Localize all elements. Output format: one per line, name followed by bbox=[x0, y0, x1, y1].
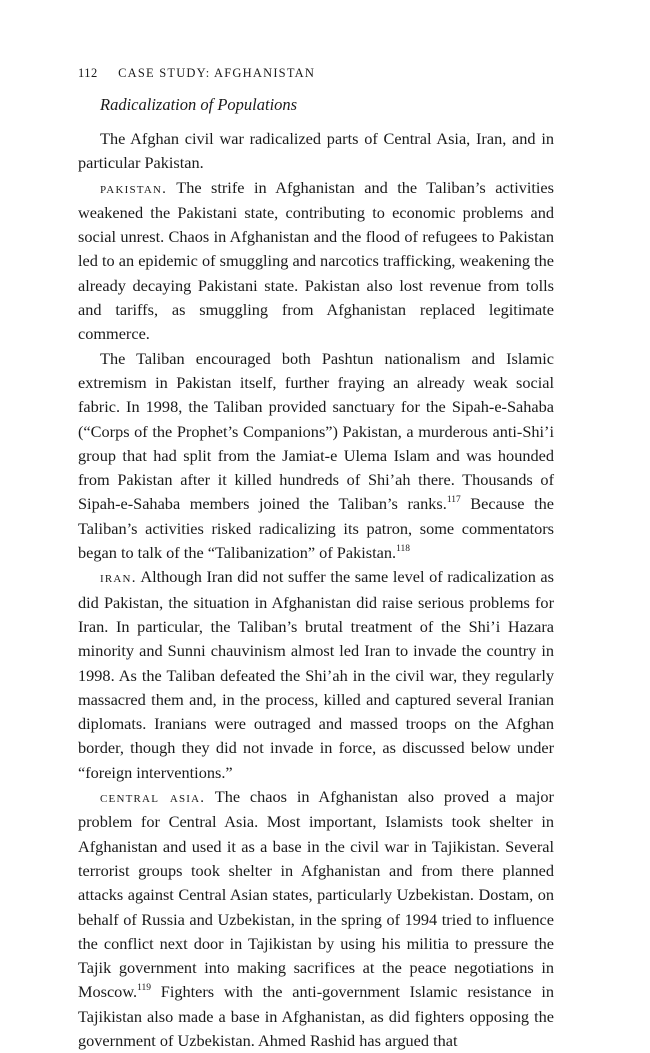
paragraph-pakistan bbox=[78, 176, 554, 347]
footnote-ref-117: 117 bbox=[446, 495, 461, 506]
footnote-ref-119: 119 bbox=[137, 983, 151, 994]
paragraph-iran bbox=[78, 565, 554, 785]
paragraph-intro-text: The Afghan civil war radicalized parts of Central Asia, Iran, and in particular Pakistan. bbox=[78, 129, 554, 173]
book-page bbox=[78, 66, 554, 1053]
running-title: CASE STUDY: AFGHANISTAN bbox=[118, 66, 316, 80]
running-head bbox=[78, 66, 554, 81]
paragraph-talibanization bbox=[78, 347, 554, 566]
page-number: 112 bbox=[78, 66, 98, 80]
run-in-head-pakistan: pakistan. bbox=[100, 180, 168, 197]
paragraph-talibanization-text-b: Because the Taliban’s activities risked radicalizing its patron, some commentators began to talk of the “Talibanization” of Pakistan. bbox=[78, 494, 555, 563]
paragraph-central-asia bbox=[78, 785, 554, 1053]
section-heading: Radicalization of Populations bbox=[100, 95, 298, 114]
run-in-head-iran: iran. bbox=[100, 570, 137, 587]
paragraph-intro bbox=[78, 127, 554, 176]
paragraph-iran-text: Although Iran did not suffer the same level of radicalization as did Pakistan, the situation in Afghanistan did raise serious problems for Iran. In particular, the Taliban’s brutal treatment of the Shi’i Hazara minority and Sunni chauvinism almost led Iran to invade the country in 1998. As the Taliban defeated the Shi’ah in the civil war, they regularly massacred them and, in the process, killed and captured several Iranian diplomats. Iranians were outraged and massed troops on the Afghan border, though they did not invade in force, as discussed below under “foreign interventions.” bbox=[78, 567, 554, 782]
paragraph-central-asia-text-b: Fighters with the anti-government Islamic resistance in Tajikistan also made a base in Afghanistan, as did fighters opposing the government of Uzbekistan. Ahmed Rashid has argued that bbox=[78, 982, 554, 1050]
run-in-head-central-asia: central asia. bbox=[100, 790, 206, 807]
footnote-ref-118: 118 bbox=[396, 544, 410, 555]
paragraph-pakistan-text: The strife in Afghanistan and the Taliban’s activities weakened the Pakistani state, contributing to economic problems and social unrest. Chaos in Afghanistan and the flood of refugees to Pakistan led to an epidemic of smuggling and narcotics trafficking, weakening the already decaying Pakistani state. Pakistan also lost revenue from tolls and tariffs, as smuggling from Afghanistan replaced legitimate commerce. bbox=[78, 177, 554, 344]
paragraph-talibanization-text-a: The Taliban encouraged both Pashtun nationalism and Islamic extremism in Pakistan itself, further fraying an already weak social fabric. In 1998, the Taliban provided sanctuary for the Sipah-e-Sahaba (“Corps of the Prophet’s Companions”) Pakistan, a murderous anti-Shi’i group that had split from the Jamiat-e Ulema Islam and was hounded from Pakistan after it killed hundreds of Shi’ah there. Thousands of Sipah-e-Sahaba members joined the Taliban’s ranks. bbox=[78, 348, 554, 514]
paragraph-central-asia-text-a: The chaos in Afghanistan also proved a major problem for Central Asia. Most important, Islamists took shelter in Afghanistan and used it as a base in the civil war in Tajikistan. Several terrorist groups took shelter in Afghanistan and from there planned attacks against Central Asian states, particularly Uzbekistan. Dostam, on behalf of Russia and Uzbekistan, in the spring of 1994 tried to influence the conflict next door in Tajikistan by using his militia to pressure the Tajik government into making sacrifices at the peace negotiations in Moscow. bbox=[78, 787, 554, 1002]
